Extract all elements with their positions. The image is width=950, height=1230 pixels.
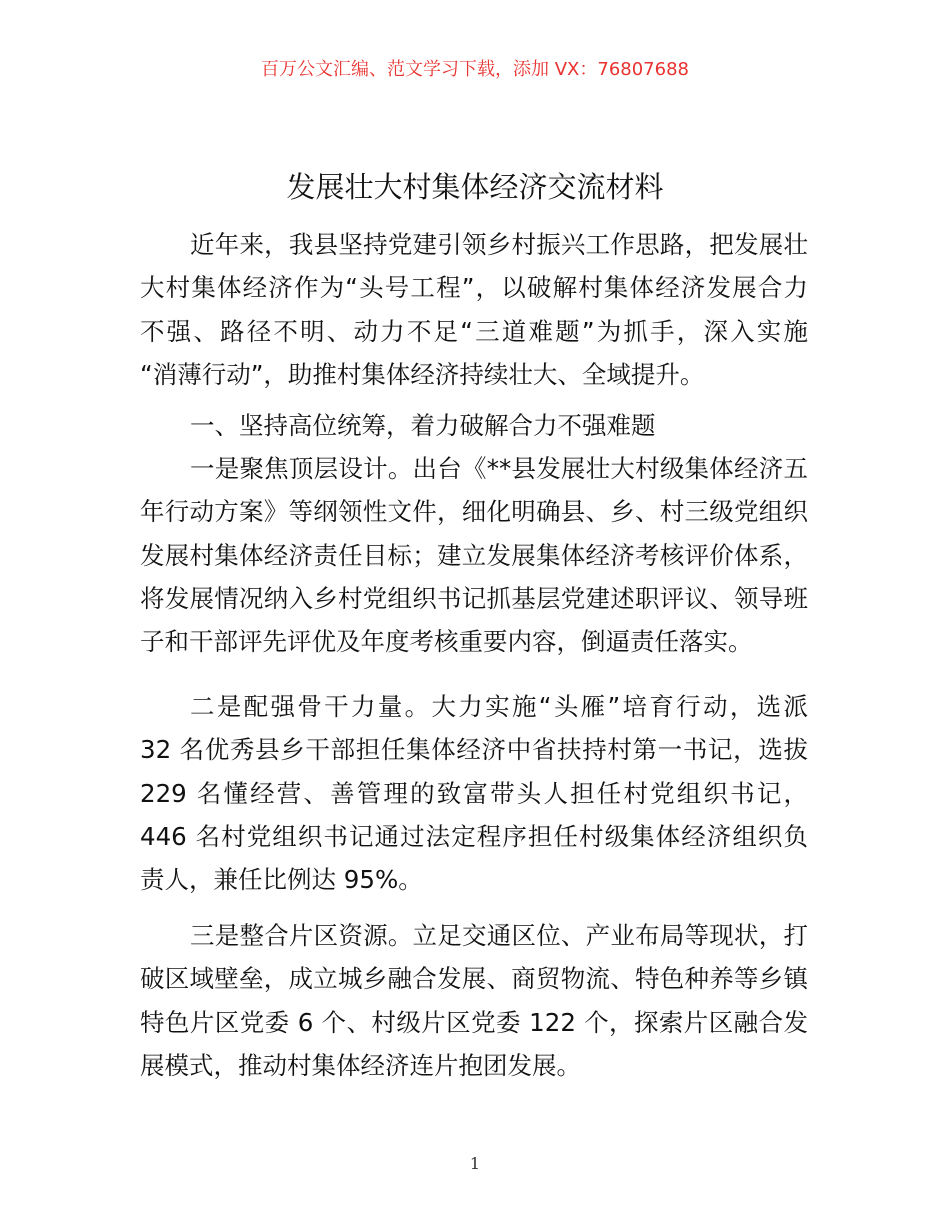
text-line: 446 名村党组织书记通过法定程序担任村级集体经济组织负 (140, 821, 808, 851)
text-line: 破区域壁垒，成立城乡融合发展、商贸物流、特色种养等乡镇 (140, 964, 808, 994)
text-line: 展模式，推动村集体经济连片抱团发展。 (140, 1050, 581, 1080)
text-line: 一、坚持高位统筹，着力破解合力不强难题 (190, 411, 656, 440)
text-line: 将发展情况纳入乡村党组织书记抓基层党建述职评议、领导班 (140, 583, 808, 613)
paragraph-top-level-design (140, 447, 808, 663)
paragraph-backbone-force (140, 685, 808, 901)
text-line: 大村集体经济作为“头号工程”，以破解村集体经济发展合力 (140, 273, 808, 303)
text-line: 32 名优秀县乡干部担任集体经济中省扶持村第一书记，选拔 (140, 735, 808, 765)
section-heading (140, 404, 808, 447)
intro-paragraph (140, 223, 808, 396)
paragraph-area-resources (140, 914, 808, 1087)
text-line: 责人，兼任比例达 95%。 (140, 865, 423, 895)
text-line: 二是配强骨干力量。大力实施“头雁”培育行动，选派 (190, 692, 808, 721)
text-line: 229 名懂经营、善管理的致富带头人担任村党组织书记， (140, 778, 808, 808)
text-line: 年行动方案》等纲领性文件，细化明确县、乡、村三级党组织 (140, 497, 808, 527)
text-line: “消薄行动”，助推村集体经济持续壮大、全域提升。 (140, 359, 705, 389)
text-line: 发展村集体经济责任目标；建立发展集体经济考核评价体系， (140, 540, 808, 570)
page-number: 1 (469, 1154, 481, 1173)
watermark-banner: 百万公文汇编、范文学习下载，添加 VX：76807688 (261, 59, 689, 80)
text-line: 近年来，我县坚持党建引领乡村振兴工作思路，把发展壮 (190, 230, 808, 259)
text-line: 特色片区党委 6 个、村级片区党委 122 个，探索片区融合发 (140, 1007, 808, 1037)
document-title: 发展壮大村集体经济交流材料 (286, 170, 664, 204)
text-line: 一是聚焦顶层设计。出台《**县发展壮大村级集体经济五 (190, 454, 808, 483)
text-line: 三是整合片区资源。立足交通区位、产业布局等现状，打 (190, 921, 808, 950)
text-line: 不强、路径不明、动力不足“三道难题”为抓手，深入实施 (140, 316, 808, 346)
text-line: 子和干部评先评优及年度考核重要内容，倒逼责任落实。 (140, 627, 753, 657)
